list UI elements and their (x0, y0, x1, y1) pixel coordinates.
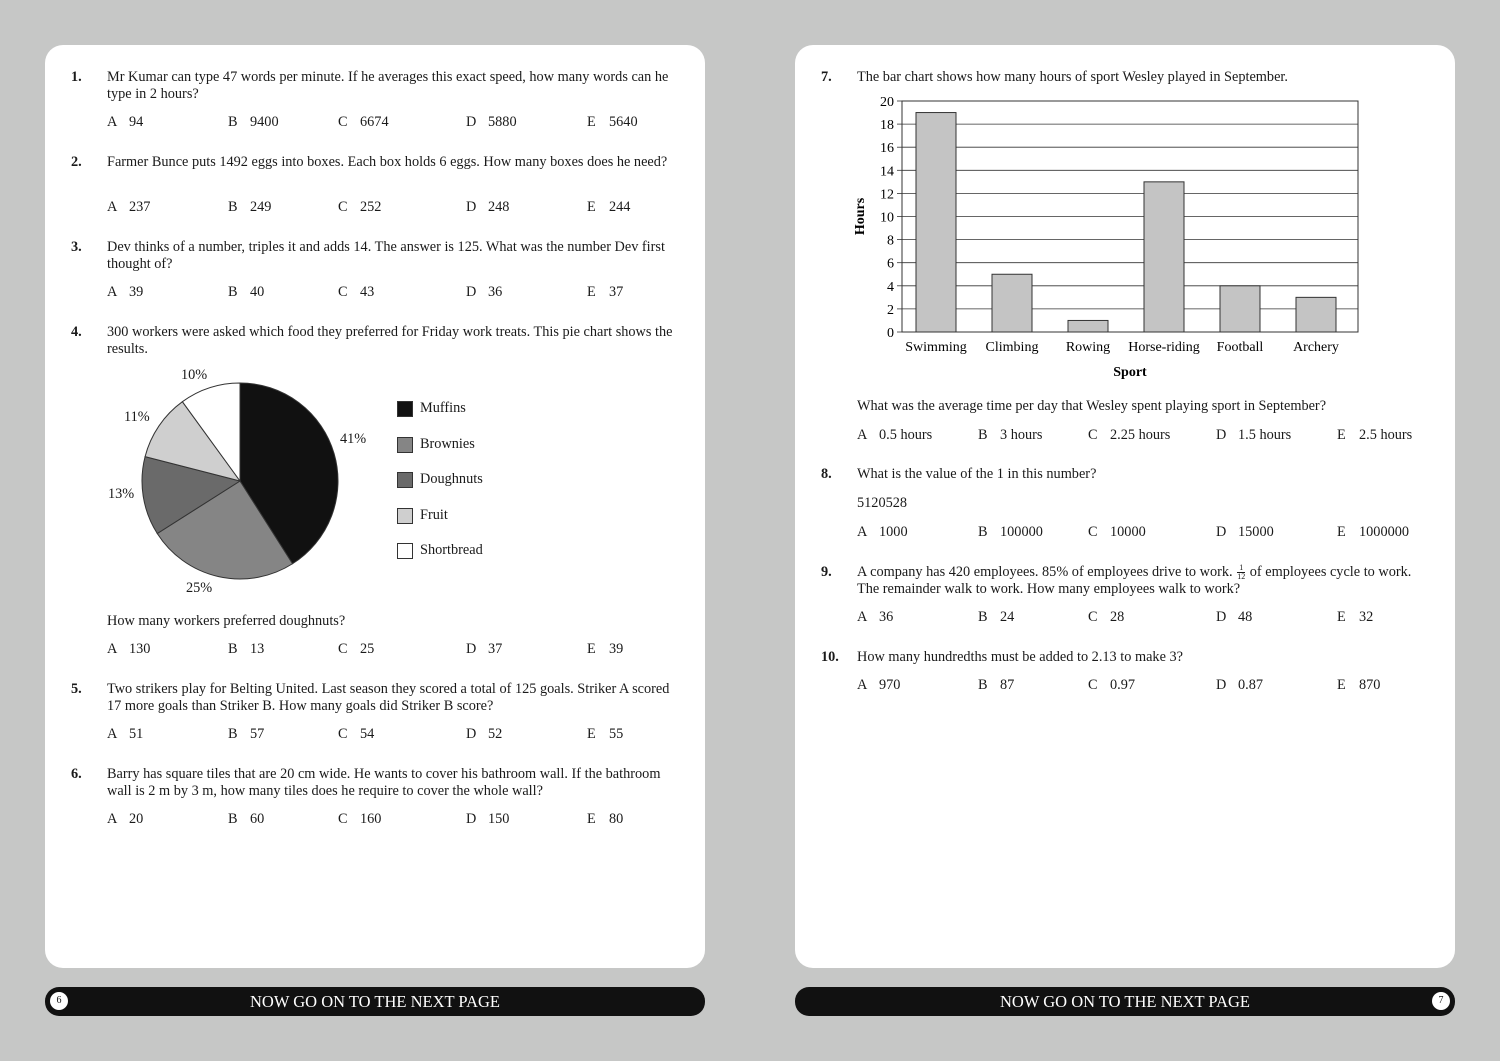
legend-label: Brownies (420, 436, 475, 452)
pie-label-doughnuts: 13% (108, 486, 135, 502)
question-number: 4. (71, 324, 82, 340)
bar-chart (850, 93, 1370, 385)
legend-swatch (397, 543, 413, 559)
option-e[interactable]: E 32 (1337, 609, 1374, 625)
pie-label-fruit: 11% (124, 409, 150, 425)
pie-chart (140, 381, 340, 581)
bar-football (1220, 286, 1260, 332)
pie-label-shortbread: 10% (181, 367, 208, 383)
option-d[interactable]: D 36 (466, 284, 503, 300)
option-c[interactable]: C 43 (338, 284, 375, 300)
question-text: What is the value of the 1 in this number? (857, 466, 1097, 482)
question-number: 2. (71, 154, 82, 170)
bar-archery (1296, 297, 1336, 332)
option-e[interactable]: E 80 (587, 811, 624, 827)
option-b[interactable]: B 87 (978, 677, 1015, 693)
bar-horse-riding (1144, 182, 1184, 332)
y-tick-label: 14 (880, 164, 894, 180)
pie-label-muffins: 41% (340, 431, 367, 447)
question-text: Mr Kumar can type 47 words per minute. If he averages this exact speed, how many words can he type in 2 hours? (107, 69, 669, 102)
question-text: Farmer Bunce puts 1492 eggs into boxes. Each box holds 6 eggs. How many boxes does he need? (107, 154, 668, 170)
option-b[interactable]: B 57 (228, 726, 265, 742)
pie-label-brownies: 25% (186, 580, 213, 596)
option-d[interactable]: D 0.87 (1216, 677, 1264, 693)
option-e[interactable]: E 1000000 (1337, 524, 1410, 540)
option-c[interactable]: C 6674 (338, 114, 389, 130)
question-number: 7. (821, 69, 832, 85)
bar-climbing (992, 274, 1032, 332)
option-c[interactable]: C 54 (338, 726, 375, 742)
right-page (795, 45, 1455, 968)
option-b[interactable]: B 40 (228, 284, 265, 300)
legend-label: Doughnuts (420, 471, 483, 487)
option-d[interactable]: D 37 (466, 641, 503, 657)
option-b[interactable]: B 9400 (228, 114, 279, 130)
option-d[interactable]: D 1.5 hours (1216, 427, 1292, 443)
option-c[interactable]: C 252 (338, 199, 382, 215)
option-e[interactable]: E 5640 (587, 114, 638, 130)
y-tick-label: 4 (887, 279, 894, 295)
x-tick-label: Swimming (905, 340, 967, 355)
y-tick-label: 20 (880, 95, 894, 110)
option-a[interactable]: A 94 (107, 114, 144, 130)
question-8-number: 5120528 (857, 495, 908, 511)
y-tick-label: 18 (880, 118, 894, 134)
question-7-subquestion: What was the average time per day that Wesley spent playing sport in September? (857, 398, 1327, 414)
x-tick-label: Football (1216, 340, 1264, 355)
option-b[interactable]: B 60 (228, 811, 265, 827)
bar-swimming (916, 113, 956, 332)
option-d[interactable]: D 5880 (466, 114, 517, 130)
legend-swatch (397, 472, 413, 488)
legend-label: Fruit (420, 507, 448, 523)
fraction: $\frac{1}{12}$ (1237, 563, 1246, 582)
option-e[interactable]: E 55 (587, 726, 624, 742)
question-number: 10. (821, 649, 839, 665)
option-a[interactable]: A 237 (107, 199, 151, 215)
x-tick-label: Archery (1293, 340, 1339, 355)
option-b[interactable]: B 3 hours (978, 427, 1043, 443)
option-a[interactable]: A 0.5 hours (857, 427, 933, 443)
option-c[interactable]: C 0.97 (1088, 677, 1136, 693)
question-number: 6. (71, 766, 82, 782)
legend-swatch (397, 508, 413, 524)
option-d[interactable]: D 52 (466, 726, 503, 742)
legend-label: Muffins (420, 400, 466, 416)
y-tick-label: 10 (880, 210, 894, 226)
option-c[interactable]: C 10000 (1088, 524, 1146, 540)
page-number: 6 (50, 992, 68, 1010)
y-tick-label: 2 (887, 302, 894, 318)
x-tick-label: Horse-riding (1128, 340, 1200, 355)
option-a[interactable]: A 20 (107, 811, 144, 827)
legend-label: Shortbread (420, 542, 483, 558)
option-d[interactable]: D 150 (466, 811, 510, 827)
option-a[interactable]: A 51 (107, 726, 144, 742)
y-tick-label: 6 (887, 256, 894, 272)
y-axis-label: Hours (853, 197, 868, 236)
option-d[interactable]: D 48 (1216, 609, 1253, 625)
left-page (45, 45, 705, 968)
question-number: 1. (71, 69, 82, 85)
option-c[interactable]: C 25 (338, 641, 375, 657)
option-c[interactable]: C 28 (1088, 609, 1125, 625)
next-page-text: NOW GO ON TO THE NEXT PAGE (250, 992, 500, 1011)
question-text: Dev thinks of a number, triples it and adds 14. The answer is 125. What was the number Dev first thought of? (107, 239, 665, 272)
question-text: A company has 420 employees. 85% of employees drive to work. $\frac{1}{12}$ of employees cycle to work. The remainder walk to work. How many employees walk to work? (857, 563, 1412, 598)
option-a[interactable]: A 39 (107, 284, 144, 300)
page-number: 7 (1432, 992, 1450, 1010)
option-c[interactable]: C 160 (338, 811, 382, 827)
legend-swatch (397, 401, 413, 417)
x-tick-label: Climbing (985, 340, 1039, 355)
option-e[interactable]: E 37 (587, 284, 624, 300)
question-text: The bar chart shows how many hours of sport Wesley played in September. (857, 69, 1288, 85)
question-text: How many hundredths must be added to 2.13 to make 3? (857, 649, 1183, 665)
y-tick-label: 16 (880, 141, 894, 157)
footer-right (795, 987, 1455, 1016)
option-b[interactable]: B 13 (228, 641, 265, 657)
bar-rowing (1068, 320, 1108, 332)
option-e[interactable]: E 2.5 hours (1337, 427, 1413, 443)
option-b[interactable]: B 249 (228, 199, 272, 215)
question-number: 9. (821, 564, 832, 580)
y-tick-label: 12 (880, 187, 894, 203)
footer-left (45, 987, 705, 1016)
option-a[interactable]: A 970 (857, 677, 901, 693)
option-d[interactable]: D 15000 (1216, 524, 1274, 540)
legend-swatch (397, 437, 413, 453)
option-e[interactable]: E 870 (1337, 677, 1381, 693)
option-a[interactable]: A 130 (107, 641, 151, 657)
question-number: 5. (71, 681, 82, 697)
y-tick-label: 0 (887, 326, 894, 341)
option-b[interactable]: B 100000 (978, 524, 1043, 540)
option-b[interactable]: B 24 (978, 609, 1015, 625)
y-tick-label: 8 (887, 233, 894, 249)
question-number: 3. (71, 239, 82, 255)
question-text: Two strikers play for Belting United. Last season they scored a total of 125 goals. Striker A scored 17 more goals than Striker B. How many goals did Striker B score? (107, 681, 670, 714)
option-d[interactable]: D 248 (466, 199, 510, 215)
x-axis-label: Sport (1113, 365, 1147, 380)
x-tick-label: Rowing (1065, 340, 1111, 355)
option-e[interactable]: E 244 (587, 199, 631, 215)
question-4-subquestion: How many workers preferred doughnuts? (107, 613, 346, 629)
question-text: 300 workers were asked which food they preferred for Friday work treats. This pie chart shows the results. (107, 324, 673, 357)
option-a[interactable]: A 36 (857, 609, 894, 625)
question-text: Barry has square tiles that are 20 cm wide. He wants to cover his bathroom wall. If the bathroom wall is 2 m by 3 m, how many tiles does he require to cover the whole wall? (107, 766, 661, 799)
option-c[interactable]: C 2.25 hours (1088, 427, 1171, 443)
next-page-text: NOW GO ON TO THE NEXT PAGE (1000, 992, 1250, 1011)
option-e[interactable]: E 39 (587, 641, 624, 657)
option-a[interactable]: A 1000 (857, 524, 908, 540)
question-number: 8. (821, 466, 832, 482)
